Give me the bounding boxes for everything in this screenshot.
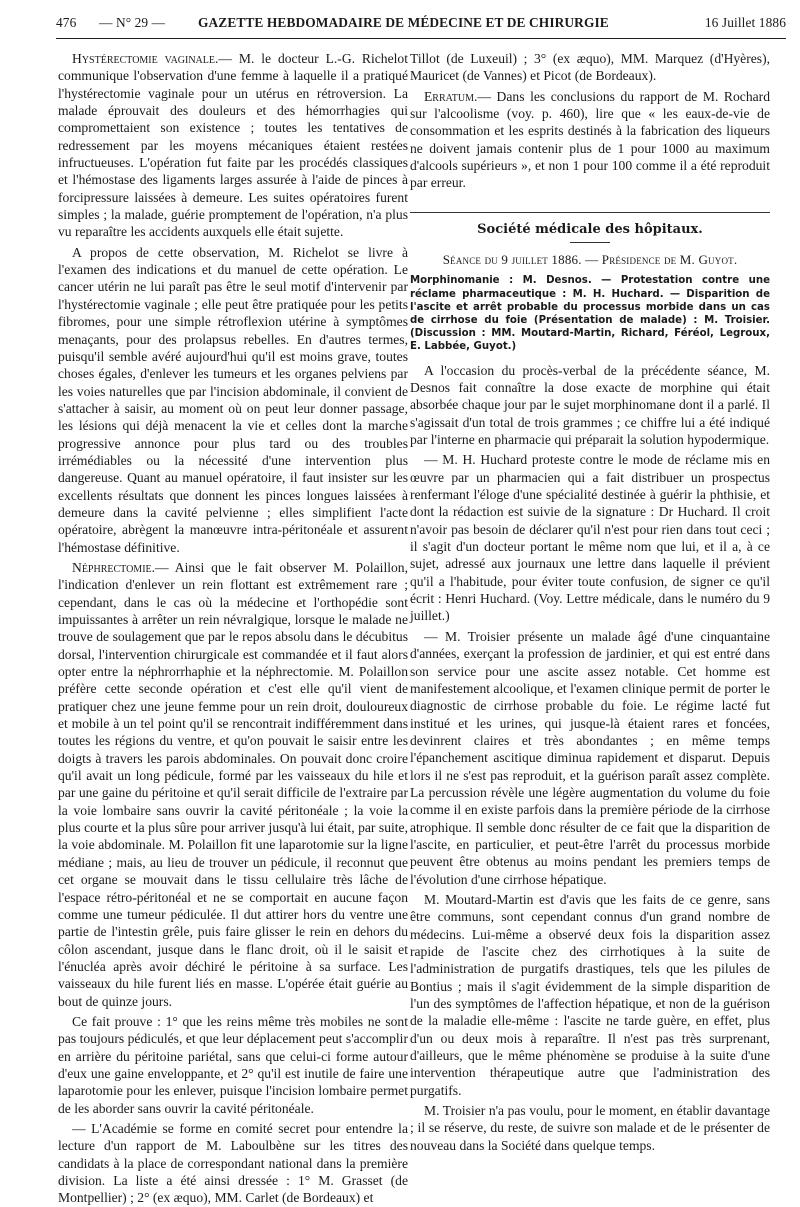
issue-date: 16 Juillet 1886 xyxy=(704,15,786,30)
paragraph-troisier: — M. Troisier présente un malade âgé d'une cinquantaine d'années, exerçant la profession de jardinier, et qui est entré dans son service pour une ascite assez notable. Cet homme est manifestement alcoolique, et l'examen clinique permit de porter le diagnostic de cirrhose probable du foie. Le régime lacté fut institué et les urines, qui jusque-là étaient rares et foncées, devinrent claires et très abondantes ; en même temps l'épanchement ascitique diminua rapidement et disparut. Depuis lors il ne s'est pas reproduit, et la guérison paraît assez complète. La percussion révèle une légère augmentation du volume du foie comme il en existe parfois dans la première période de la cirrhose atrophique. Il semble donc résulter de ce fait que la disparition de l'ascite, en particulier, et peut-être l'arrêt du processus morbide peuvent être obtenus au moins pendant les premiers temps de l'évolution d'une cirrhose hépatique. xyxy=(410,628,770,887)
issue-number: — N° 29 — xyxy=(99,15,166,30)
rubric-hysterectomie: Hystérectomie vaginale. xyxy=(72,51,219,66)
paragraph-richelot-discussion: A propos de cette observation, M. Richelot se livre à l'examen des indications et du manuel de cette opération. Le cancer utérin ne lui paraît pas être le seul motif d'intervenir par l'hystérectomie vaginale ; elle peut être pratiquée pour les petits fibromes, pour une simple rétroflexion utérine à symptômes menaçants, pour des prolapsus rebelles. En d'autres termes, puisqu'il semble avéré aujourd'hui qu'il est moins grave, toutes choses égales, d'enlever les tumeurs et les organes pelviens par les voies naturelles que par l'incision abdominale, il convient de s'attacher à saisir, au moment où on peut leur donner passage, les lésions qui déjà menacent la vie et celles dont la marche progressive annonce pour plus tard ou des troubles irrémédiables ou la nécessité d'une intervention plus dangereuse. Quant au manuel opératoire, il faut insister sur les excellents résultats que donnent les pinces longues laissées à demeure dans la cavité pelvienne ; elles simplifient l'acte opératoire, abrègent la manœuvre intra-péritonéale et assurent l'hémostase définitive. xyxy=(58,244,408,555)
session-summary: Morphinomanie : M. Desnos. — Protestation contre une réclame pharmaceutique : M. H. Huchard. — Disparition de l'ascite et arrêt probable du processus morbide dans un cas de cirrhose du foie (Présentation de malade) : M. Troisier. (Discussion : MM. Moutard-Martin, Richard, Féréol, Legroux, E. Labbée, Guyot.) xyxy=(410,275,770,353)
paragraph-huchard: — M. H. Huchard proteste contre le mode de réclame mis en œuvre par un pharmacien qui a fait distribuer un prospectus renfermant l'éloge d'une spécialité destinée à guérir la phthisie, et dont la rédaction est suivie de la signature : Dr Huchard. Il croit n'avoir pas besoin de déclarer qu'il n'est pour rien dans tout ceci ; il s'agit d'un docteur portant le même nom que lui, et il a, à ce sujet, adressé aux journaux une lettre dans laquelle il prévient qu'il a l'habitude, pour éviter toute confusion, de signer ce qu'il écrit : Henri Huchard. (Voy. Lettre médicale, dans le numéro du 9 juillet.) xyxy=(410,452,770,624)
right-column xyxy=(410,50,770,1153)
paragraph-comite-secret: — L'Académie se forme en comité secret pour entendre la lecture d'un rapport de M. Laboulbène sur les titres des candidats à la place de correspondant national dans la première division. La liste a été ainsi dressée : 1° M. Grasset (de Montpellier) ; 2° (ex æquo), MM. Carlet (de Bordeaux) et xyxy=(58,1120,408,1206)
paragraph-hysterectomie-text: — M. le docteur L.-G. Richelot communique l'observation d'une femme à laquelle il a pratiqué l'hystérectomie vaginale pour un utérus en rétroversion. La malade éprouvait des douleurs et des hémorrhagies qui compromettaient son existence ; toutes les tentatives de redressement par les moyens mécaniques étaient restées infructueuses. L'opération fut faite par les procédés classiques et l'hémostase des ligaments larges assurée à l'aide de pinces à forcipressure laissées à demeure. Les suites opératoires furent simples ; la malade, guérie promptement de l'opération, n'a plus vu reparaître les accidents auxquels elle était sujette. xyxy=(58,51,408,240)
paragraph-conclusion: Ce fait prouve : 1° que les reins même très mobiles ne sont pas toujours pédiculés, et que leur déplacement peut s'accomplir en arrière du péritoine pariétal, sans que celui-ci forme autour d'eux une gaine enveloppante, et 2° qu'il est inutile de faire une laparotomie pour les enlever, puisque l'incision lombaire permet de les aborder sans ouvrir la cavité péritonéale. xyxy=(58,1013,408,1116)
paragraph-moutard-martin: M. Moutard-Martin est d'avis que les faits de ce genre, sans être communs, sont cependant connus d'un grand nombre de médecins. Lui-même a observé deux fois la disparition assez rapide de l'ascite chez des cirrhotiques à la suite de l'administration de purgatifs drastiques, tels que les pilules de Bontius ; mais il s'agit évidemment de la simple disparition de l'un des symptômes de l'affection hépatique, et non de la guérison de la maladie elle-même : l'ascite ne tarde guère, en effet, plus d'un ou deux mois à reparaître. Il n'est pas très surprenant, d'ailleurs, que le même phénomène se produise à la suite d'une intervention thérapeutique autre que l'administration des purgatifs. xyxy=(410,891,770,1098)
section-title: Société médicale des hôpitaux. xyxy=(410,212,770,238)
paragraph-nephrectomie-text: — Ainsi que le fait observer M. Polaillon, l'indication d'enlever un rein flottant est extrêmement rare ; cependant, dans le cas où la médecine et l'orthopédie sont impuissantes à arrêter un rein névralgique, lorsque le malade ne trouve de soulagement que par le repos absolu dans le décubitus dorsal, l'intervention chirurgicale est commandée et il faut alors opter entre la néphrorrhaphie et la néphrectomie. M. Polaillon préfère cette seconde opération et c'est elle qu'il vient de pratiquer chez une jeune femme pour un rein droit, douloureux et mobile à un tel point qu'il se rencontrait indifféremment dans toutes les régions du ventre, et qu'on pouvait le saisir entre les doigts à travers les parois abdominales. On pouvait donc croire qu'il avait un long pédicule, formé par les vaisseaux du hile et par une gaine du péritoine et qu'il serait difficile de l'extraire par la voie lombaire sans ouvrir la cavité péritonéale ; la voie la plus courte et la plus sûre pour arriver jusqu'à lui était, par suite, la voie abdominale. M. Polaillon fit une laparotomie sur la ligne médiane ; mais, au lieu de trouver un pédicule, il reconnut que cet organe se mouvait dans le tissu cellulaire très lâche de l'espace rétro-péritonéal et ne se comportait en aucune façon comme une tumeur pédiculée. Il dut attirer hors du ventre une partie de l'intestin grêle, puis faire glisser le rein en dehors du côlon ascendant, jusque dans le flanc droit, où il le saisit et l'énucléa après avoir déchiré le péritoine à sa surface. Les vaisseaux du hile furent liés en masse. L'opérée était guérie au bout de quinze jours. xyxy=(58,559,408,1009)
paragraph-list-continued: Tillot (de Luxeuil) ; 3° (ex æquo), MM. Marquez (d'Hyères), Mauricet (de Vannes) et Picot (de Bordeaux). xyxy=(410,51,770,84)
paragraph-desnos: A l'occasion du procès-verbal de la précédente séance, M. Desnos fait connaître la dose exacte de morphine qui était absorbée chaque jour par le sujet morphinomane dont il a parlé. Il s'agissait d'un total de trois grammes ; ce chiffre lui a été indiqué par l'interne en pharmacie qui préparait la solution hypodermique. xyxy=(410,362,770,448)
section-divider xyxy=(570,242,610,243)
paragraph-erratum xyxy=(410,88,770,192)
journal-title: GAZETTE HEBDOMADAIRE DE MÉDECINE ET DE CHIRURGIE xyxy=(198,15,609,30)
paragraph-nephrectomie xyxy=(58,559,408,1010)
paragraph-troisier-reply: M. Troisier n'a pas voulu, pour le moment, en établir davantage ; il se réserve, du reste, de suivre son malade et de le présenter de nouveau dans la Société dans quelque temps. xyxy=(410,1103,770,1153)
running-header xyxy=(56,8,786,39)
session-line: Séance du 9 juillet 1886. — Présidence de M. Guyot. xyxy=(442,252,738,268)
rubric-nephrectomie: Néphrectomie. xyxy=(72,559,156,575)
paragraph-hysterectomie xyxy=(58,50,408,241)
rubric-erratum: Erratum. xyxy=(424,88,478,104)
paragraph-erratum-text: — Dans les conclusions du rapport de M. Rochard sur l'alcoolisme (voy. p. 460), lire que « les eaux-de-vie de consommation et les esprits destinés à la fabrication des liqueurs ne doivent jamais contenir plus de 1 pour 1000 au maximum d'alcools supérieurs », et non 1 pour 100 comme il a été reproduit par erreur. xyxy=(410,88,770,191)
left-column xyxy=(58,50,408,1206)
page-number: 476 xyxy=(56,15,77,30)
